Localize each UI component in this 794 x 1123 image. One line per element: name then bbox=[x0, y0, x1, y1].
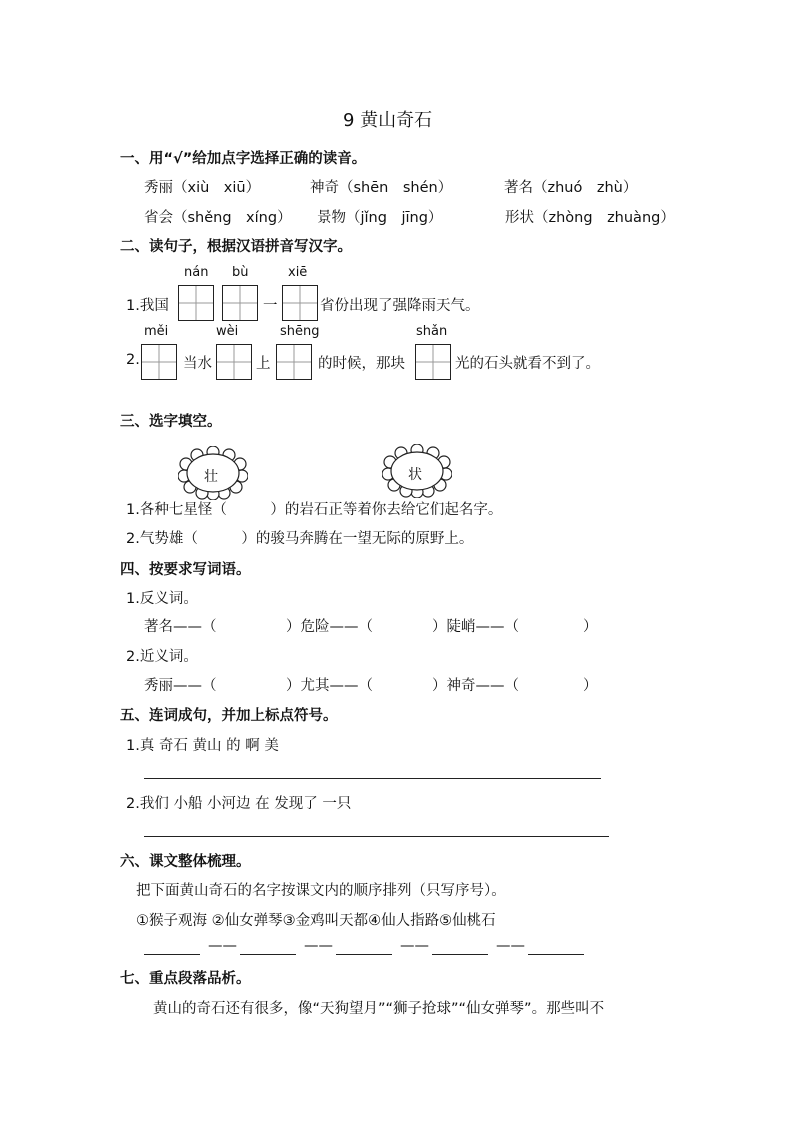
s4-item: ）尤其——（ bbox=[286, 678, 373, 694]
s6-items: ①猴子观海 ②仙女弹琴③金鸡叫天都④仙人指路⑤仙桃石 bbox=[136, 913, 496, 929]
char-box[interactable] bbox=[216, 344, 252, 380]
pinyin-label: nán bbox=[184, 265, 209, 280]
pinyin-label: shēng bbox=[280, 324, 320, 339]
answer-line[interactable] bbox=[144, 836, 609, 837]
s4-item: 秀丽——（ bbox=[144, 678, 217, 694]
order-blank[interactable] bbox=[528, 954, 584, 955]
s3-q2: 2.气势雄（ ）的骏马奔腾在一望无际的原野上。 bbox=[126, 531, 474, 547]
s4-item: ）陡峭——（ bbox=[432, 619, 519, 635]
s4-sub2: 2.近义词。 bbox=[126, 649, 198, 665]
pinyin-label: wèi bbox=[216, 324, 239, 339]
pinyin-label: bù bbox=[232, 265, 249, 280]
s1-item: 著名（zhuó zhù） bbox=[504, 180, 638, 196]
s2-q1-mid: 一 bbox=[263, 298, 278, 314]
pinyin-label: xiē bbox=[288, 265, 308, 280]
char-box[interactable] bbox=[178, 285, 214, 321]
s3-q1: 1.各种七星怪（ ）的岩石正等着你去给它们起名字。 bbox=[126, 502, 503, 518]
pinyin-label: shǎn bbox=[416, 324, 448, 339]
s4-sub1: 1.反义词。 bbox=[126, 591, 198, 607]
section-2-heading: 二、读句子，根据汉语拼音写汉字。 bbox=[120, 239, 352, 255]
section-5-heading: 五、连词成句，并加上标点符号。 bbox=[120, 708, 338, 724]
s1-item: 秀丽（xiù xiū） bbox=[144, 180, 261, 196]
s4-item: ）神奇——（ bbox=[432, 678, 519, 694]
order-dash: —— bbox=[208, 938, 237, 954]
char-box[interactable] bbox=[222, 285, 258, 321]
s7-passage: 黄山的奇石还有很多，像“天狗望月”“狮子抢球”“仙女弹琴”。那些叫不 bbox=[153, 1001, 605, 1017]
section-7-heading: 七、重点段落品析。 bbox=[120, 971, 251, 987]
s2-q2-text: 光的石头就看不到了。 bbox=[455, 356, 600, 372]
order-dash: —— bbox=[304, 938, 333, 954]
s2-q2-num: 2. bbox=[126, 352, 140, 368]
flower-char: 壮 bbox=[204, 469, 218, 485]
s2-q2-text: 当水 bbox=[183, 356, 212, 372]
char-box[interactable] bbox=[415, 344, 451, 380]
order-blank[interactable] bbox=[240, 954, 296, 955]
s2-q1-end: 省份出现了强降雨天气。 bbox=[320, 298, 480, 314]
s1-item: 形状（zhòng zhuàng） bbox=[505, 210, 675, 226]
s2-q2-text: 上 bbox=[256, 356, 271, 372]
char-box[interactable] bbox=[276, 344, 312, 380]
s6-instruction: 把下面黄山奇石的名字按课文内的顺序排列（只写序号）。 bbox=[136, 883, 506, 899]
s4-item: ） bbox=[583, 619, 598, 635]
s5-q2: 2.我们 小船 小河边 在 发现了 一只 bbox=[126, 796, 352, 812]
section-6-heading: 六、课文整体梳理。 bbox=[120, 854, 251, 870]
order-dash: —— bbox=[400, 938, 429, 954]
order-blank[interactable] bbox=[432, 954, 488, 955]
char-box[interactable] bbox=[282, 285, 318, 321]
s2-q2-text: 的时候，那块 bbox=[318, 356, 405, 372]
pinyin-label: měi bbox=[144, 324, 169, 339]
answer-line[interactable] bbox=[144, 778, 601, 779]
section-3-heading: 三、选字填空。 bbox=[120, 414, 222, 430]
flower-char: 状 bbox=[408, 467, 422, 483]
s1-item: 景物（jǐng jīng） bbox=[317, 210, 443, 226]
s5-q1: 1.真 奇石 黄山 的 啊 美 bbox=[126, 738, 279, 754]
order-blank[interactable] bbox=[336, 954, 392, 955]
char-box[interactable] bbox=[141, 344, 177, 380]
page-title: 9 黄山奇石 bbox=[343, 110, 433, 131]
s1-item: 省会（shěng xíng） bbox=[144, 210, 292, 226]
s1-item: 神奇（shēn shén） bbox=[310, 180, 453, 196]
order-blank[interactable] bbox=[144, 954, 200, 955]
order-dash: —— bbox=[496, 938, 525, 954]
s2-q1-num: 1.我国 bbox=[126, 298, 169, 314]
section-4-heading: 四、按要求写词语。 bbox=[120, 562, 251, 578]
section-1-heading: 一、用“√”给加点字选择正确的读音。 bbox=[120, 151, 367, 167]
s4-item: ）危险——（ bbox=[286, 619, 373, 635]
s4-item: ） bbox=[583, 678, 598, 694]
s4-item: 著名——（ bbox=[144, 619, 217, 635]
